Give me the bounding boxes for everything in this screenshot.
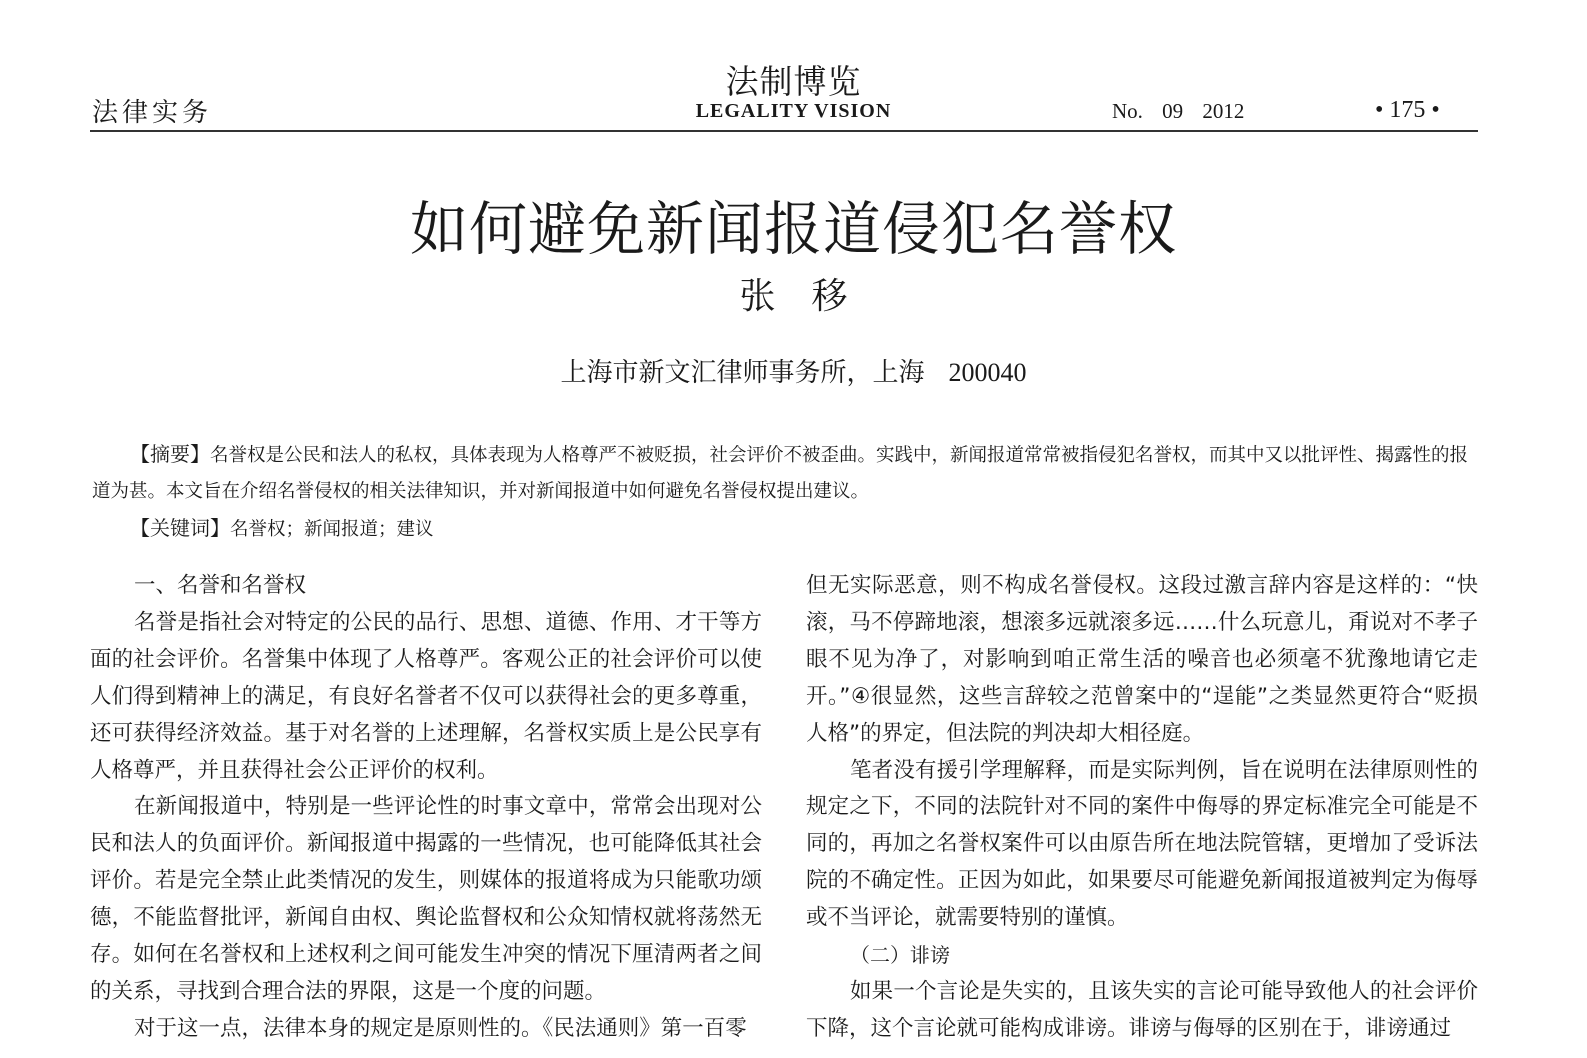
body-paragraph: 笔者没有援引学理解释，而是实际判例，旨在说明在法律原则性的规定之下，不同的法院针对不同的案件中侮辱的界定标准完全可能是不同的，再加之名誉权案件可以由原告所在地法院管辖，更增加了受诉法院的不确定性。正因为如此，如果要尽可能避免新闻报道被判定为侮辱或不当评论，就需要特别的谨慎。: [806, 757, 1478, 931]
body-paragraph: 在新闻报道中，特别是一些评论性的时事文章中，常常会出现对公民和法人的负面评价。新闻报道中揭露的一些情况，也可能降低其社会评价。若是完全禁止此类情况的发生，则媒体的报道将成为只能歌功颂德，不能监督批评，新闻自由权、舆论监督权和公众知情权就将荡然无存。如何在名誉权和上述权利之间可能发生冲突的情况下厘清两者之间的关系，寻找到合理合法的界限，这是一个度的问题。: [90, 794, 762, 1004]
abstract-paragraph: [92, 436, 1480, 510]
body-paragraph: 但无实际恶意，则不构成名誉侵权。这段过激言辞内容是这样的：“快滚，马不停蹄地滚，想滚多远就滚多远……什么玩意儿，甭说对不孝子眼不见为净了，对影响到咱正常生活的噪音也必须毫不犹豫地请它走开。”④很显然，这些言辞较之范曾案中的“逞能”之类显然更符合“贬损人格”的界定，但法院的判决却大相径庭。: [806, 573, 1478, 746]
section-label: 法律实务: [92, 98, 213, 128]
subsection-heading: （二）诽谤: [850, 943, 950, 968]
affiliation-text: 上海市新文汇律师事务所，上海: [560, 358, 925, 388]
abstract-block: [92, 436, 1480, 548]
keywords-text: 名誉权；新闻报道；建议: [230, 519, 434, 540]
issue-number: No. 09 2012: [1112, 99, 1245, 123]
body-paragraph: 名誉是指社会对特定的公民的品行、思想、道德、作用、才干等方面的社会评价。名誉集中体现了人格尊严。客观公正的社会评价可以使人们得到精神上的满足，有良好名誉者不仅可以获得社会的更多尊重，还可获得经济效益。基于对名誉的上述理解，名誉权实质上是公民享有人格尊严，并且获得社会公正评价的权利。: [90, 609, 762, 783]
article-author: 张移: [739, 276, 884, 317]
journal-title-en: LEGALITY VISION: [695, 100, 892, 122]
section-heading: 一、名誉和名誉权: [134, 573, 307, 598]
journal-title-cn: 法制博览: [725, 62, 862, 101]
body-paragraph: 如果一个言论是失实的，且该失实的言论可能导致他人的社会评价下降，这个言论就可能构成诽谤。诽谤与侮辱的区别在于，诽谤通过: [806, 978, 1478, 1041]
body-column-left: [90, 568, 762, 1058]
keywords-label: 【关键词】: [130, 516, 230, 540]
article-title: 如何避免新闻报道侵犯名誉权: [409, 195, 1177, 263]
abstract-label: 【摘要】: [130, 442, 210, 466]
keywords-paragraph: [92, 510, 1480, 548]
author-affiliation: [0, 352, 1587, 389]
postal-code: 200040: [948, 358, 1027, 387]
page-number: • 175 •: [1375, 97, 1440, 123]
header-rule: [90, 130, 1478, 132]
body-column-right: [806, 568, 1478, 1058]
body-paragraph: 对于这一点，法律本身的规定是原则性的。《民法通则》第一百零: [134, 1015, 747, 1041]
abstract-text: 名誉权是公民和法人的私权，具体表现为人格尊严不被贬损，社会评价不被歪曲。实践中，新闻报道常常被指侵犯名誉权，而其中又以批评性、揭露性的报道为甚。本文旨在介绍名誉侵权的相关法律知识，并对新闻报道中如何避免名誉侵权提出建议。: [92, 445, 1469, 502]
